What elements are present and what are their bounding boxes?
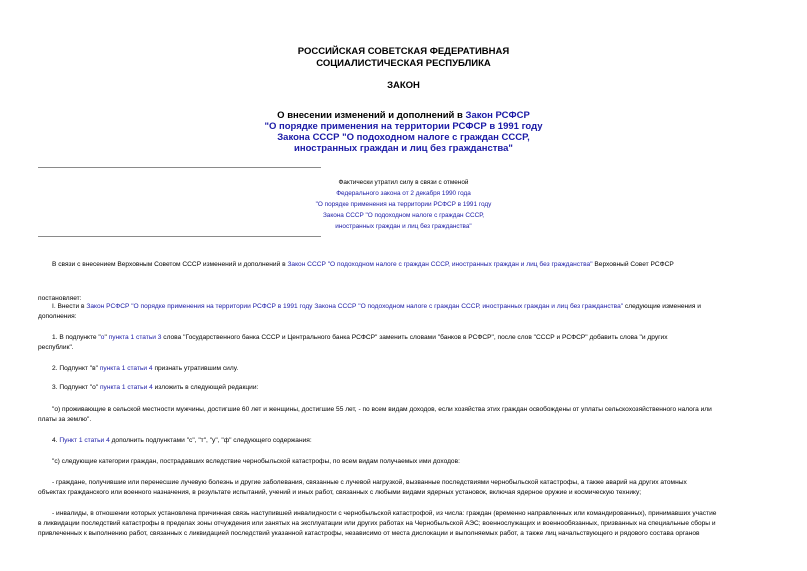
section-1-text: I. Внести в	[52, 303, 87, 310]
top-divider	[38, 167, 321, 168]
paragraph-chernobyl-intro: "с) следующие категории граждан, пострадавших вследствие чернобыльской катастрофы, по всем видам получаемых ими доходов:	[52, 458, 460, 465]
item-3-text: 3. Подпункт "о"	[52, 384, 100, 391]
article-3-link[interactable]: пункта 1 статьи 3	[108, 334, 162, 341]
paragraph-item-3-quote-cont: платы за землю".	[38, 416, 92, 423]
bottom-divider	[38, 236, 321, 237]
status-link-line-2[interactable]: Федерального закона от 2 декабря 1990 года	[336, 190, 471, 197]
item-4-text-end: дополнить подпунктами "с", "т", "у", "ф" следующего содержания:	[109, 437, 312, 444]
item-2-text-end: признать утратившим силу.	[152, 365, 239, 372]
item-4-text: 4.	[52, 437, 60, 444]
paragraph-section-1-cont: дополнения:	[38, 313, 77, 320]
paragraph-disabled: - инвалиды, в отношении которых установлена причинная связь наступившей инвалидности с чернобыльской катастрофой, из числа: граждан (временно направленных или командированных), принимавших участие	[52, 510, 717, 517]
paragraph-item-3	[38, 382, 768, 393]
title-line-1	[0, 110, 807, 121]
paragraph-item-3-quote: "о) проживающие в сельской местности мужчины, достигшие 60 лет и женщины, достигшие 55 лет, - по всем видам доходов, если хозяйства этих граждан освобождены от уплаты сельскохозяйственного налога или	[52, 406, 712, 413]
paragraph-disabled-cont-2: привлеченных к выполнению работ, связанных с ликвидацией последствий указанной катастрофы, независимо от места дислокации и выполняемых работ, а также лиц начальствующего и рядового состава органов	[38, 530, 700, 537]
status-link-line-5[interactable]: иностранных граждан и лиц без гражданства"	[335, 223, 472, 230]
rsfsr-law-link[interactable]: Закон РСФСР "О порядке применения на территории РСФСР в 1991 году Закона СССР "О подоходном налоге с граждан СССР, иностранных граждан и лиц без гражданства"	[86, 303, 624, 310]
paragraph-preamble	[38, 259, 768, 270]
item-1-text-end: слова "Государственного банка СССР и Центрального банка РСФСР" заменить словами "банков в РСФСР", после слов "СССР и РСФСР" добавить слова "и других	[161, 334, 668, 341]
document-type: ЗАКОН	[387, 80, 420, 91]
ussr-law-link[interactable]: Закон СССР "О подоходном налоге с граждан СССР, иностранных граждан и лиц без гражданства"	[287, 261, 593, 268]
paragraph-item-2	[38, 363, 768, 374]
item-2-text: 2. Подпункт "в"	[52, 365, 100, 372]
title-line-4[interactable]: иностранных граждан и лиц без гражданства"	[294, 143, 513, 154]
subparagraph-o-link[interactable]: о	[100, 334, 105, 341]
article-4-link-a[interactable]: пункта 1 статьи 4	[99, 365, 153, 372]
paragraph-item-1-cont: республик".	[38, 344, 74, 351]
status-link-line-4[interactable]: Закона СССР "О подоходном налоге с граждан СССР,	[322, 212, 485, 219]
article-4-link-b[interactable]: пункта 1 статьи 4	[99, 384, 153, 391]
header-line-2: СОЦИАЛИСТИЧЕСКАЯ РЕСПУБЛИКА	[316, 58, 491, 69]
status-line-1: Фактически утратил силу в связи с отменой	[338, 179, 469, 186]
title-law-link[interactable]: Закон РСФСР	[465, 110, 530, 121]
section-1-text-end: следующие изменения и	[623, 303, 701, 310]
status-link-line-3[interactable]: "О порядке применения на территории РСФСР в 1991 году	[315, 201, 492, 208]
preamble-text-end: Верховный Совет РСФСР	[592, 261, 674, 268]
title-line-3[interactable]: Закона СССР "О подоходном налоге с граждан СССР,	[277, 132, 530, 143]
item-1-text: 1. В подпункте "	[52, 334, 101, 341]
item-3-text-end: изложить в следующей редакции:	[152, 384, 259, 391]
paragraph-decrees: постановляет:	[38, 295, 82, 302]
item-1-quote: "	[104, 334, 109, 341]
paragraph-disabled-cont-1: в ликвидации последствий катастрофы в пределах зоны отчуждения или занятых на эксплуатации или других работах на Чернобыльской АЭС; военнослужащих и военнообязанных, призванных на специальные сборы и	[38, 520, 716, 527]
paragraph-item-4	[38, 435, 768, 446]
preamble-text: В связи с внесением Верховным Советом СССР изменений и дополнений в	[52, 261, 288, 268]
article-4-link-c[interactable]: Пункт 1 статьи 4	[59, 437, 110, 444]
paragraph-radiation-illness: - граждане, получившие или перенесшие лучевую болезнь и другие заболевания, связанные с лучевой нагрузкой, вызванные последствиями чернобыльской катастрофы, а также аварий на других атомных	[52, 479, 687, 486]
paragraph-radiation-illness-cont: объектах гражданского или военного назначения, в результате испытаний, учений и иных работ, связанных с любыми видами ядерных установок, включая ядерное оружие и космическую технику;	[38, 489, 642, 496]
header-line-1: РОССИЙСКАЯ СОВЕТСКАЯ ФЕДЕРАТИВНАЯ	[297, 46, 510, 57]
title-line-2[interactable]: "О порядке применения на территории РСФСР в 1991 году	[264, 121, 543, 132]
title-prefix: О внесении изменений и дополнений в	[277, 110, 466, 121]
